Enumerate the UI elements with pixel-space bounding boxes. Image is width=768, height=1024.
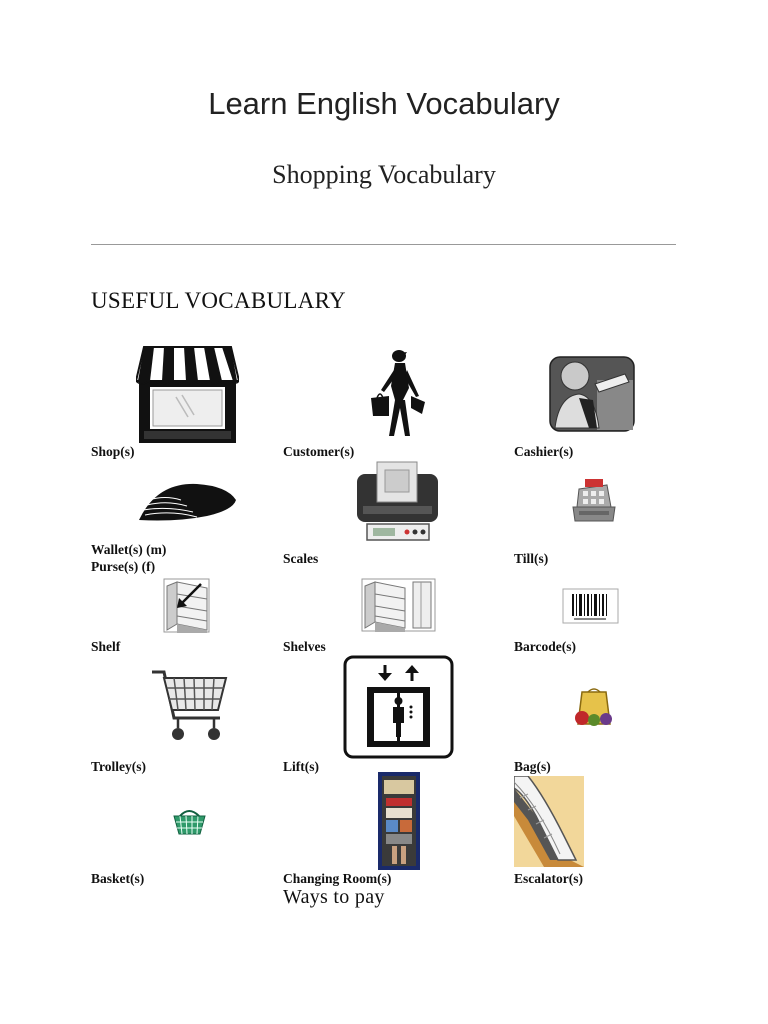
page-subtitle: Shopping Vocabulary [272,160,496,189]
till-icon [569,477,618,523]
cashier-icon [549,356,635,432]
item-label: Shelf [91,639,121,654]
shop-icon [136,345,239,443]
item-label: Changing Room(s) [283,871,392,886]
section-heading: USEFUL VOCABULARY [91,288,346,313]
page-title: Learn English Vocabulary [208,86,560,121]
scales-icon [355,460,440,542]
item-label: Basket(s) [91,871,145,886]
wallet-icon [137,480,238,524]
shelf-icon [163,578,210,633]
item-label: Wallet(s) (m) [91,542,167,557]
customer-icon [367,348,429,440]
item-label: Shop(s) [91,444,135,459]
trolley-icon [150,668,228,742]
ways-to-pay-heading: Ways to pay [283,886,385,908]
item-label: Scales [283,551,319,566]
lift-icon [343,655,454,759]
changing-room-icon [378,772,420,870]
item-label: Shelves [283,639,326,654]
bag-icon [572,688,616,728]
item-label: Cashier(s) [514,444,574,459]
item-label: Barcode(s) [514,639,576,654]
item-label: Escalator(s) [514,871,583,886]
item-label: Customer(s) [283,444,355,459]
item-label: Till(s) [514,551,549,566]
horizontal-divider [91,244,676,245]
escalator-icon [514,776,584,867]
item-label: Bag(s) [514,759,551,774]
barcode-icon [562,588,619,624]
shelves-icon [361,578,436,632]
item-label: Lift(s) [283,759,319,774]
item-label: Trolley(s) [91,759,146,774]
basket-icon [172,806,207,836]
item-label-alt: Purse(s) (f) [91,559,156,574]
